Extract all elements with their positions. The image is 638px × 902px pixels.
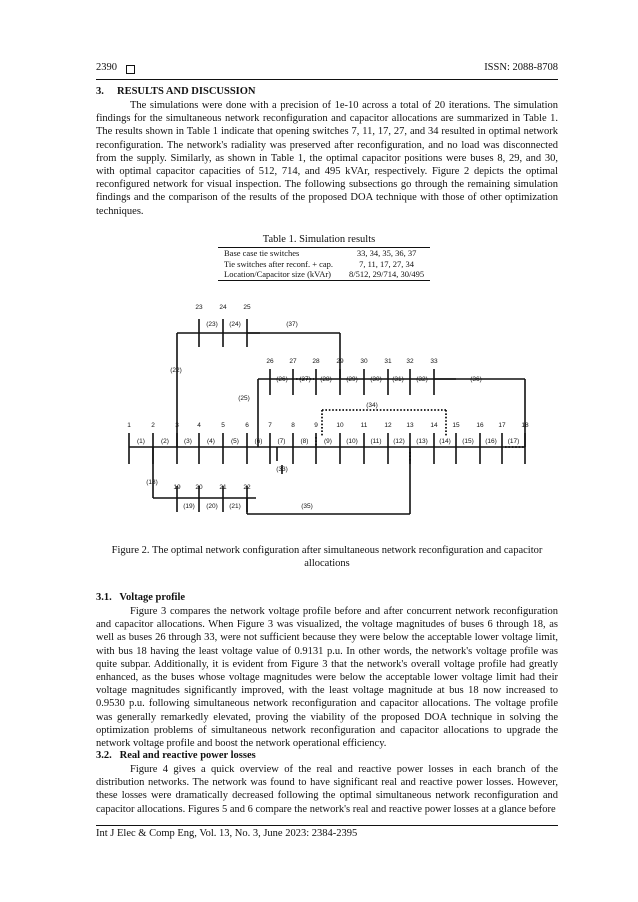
branch-label: (12) bbox=[393, 438, 405, 445]
section-3-2-paragraph: Figure 4 gives a quick overview of the real and reactive power losses in each branch of the distribution networks. The network was found to have significant real and reactive power losses. However, these losses were dramatically decreased following the optimal simultaneous network reconfiguration and capacitor allocations. Figures 5 and 6 compare the network's real and reactive power losses at a glance before bbox=[96, 764, 558, 815]
section-3-2-title: 3.2. Real and reactive power losses bbox=[96, 750, 256, 761]
bus-label: 19 bbox=[173, 484, 181, 491]
branch-label: (9) bbox=[324, 438, 332, 445]
issn: ISSN: 2088-8708 bbox=[484, 62, 558, 73]
branch-label: (2) bbox=[161, 438, 169, 445]
section-3-1-paragraph: Figure 3 compares the network voltage profile before and after concurrent network reconfiguration and capacitor allocations. When Figure 3 was visualized, the voltage magnitudes of buses 6 through 18, as well as buses 26 through 33, were not sufficient because they were below the acceptable lower voltage limit, with bus 18 having the least voltage value of 0.9131 p.u. In other words, the network's voltage profile was quite subpar. Additionally, it is evident from Figure 3 that the network's overall voltage profile had greatly enhanced, as the buses whose voltage magnitudes were below the acceptable lower voltage limit had their voltage magnitudes significantly improved, with the least voltage magnitude at bus 18 now increased to 0.9530 p.u. following simultaneous network reconfiguration and capacitor allocations. The voltage profile was generally remarkedly elevated, proving the viability of the proposed DOA technique in solving the optimization problems of simultaneous network reconfiguration and capacitor allocations to upgrade the network voltage profile and boost the network operational efficiency. bbox=[96, 606, 558, 750]
bus-label: 18 bbox=[521, 422, 529, 429]
bus-label: 31 bbox=[384, 358, 392, 365]
bus-label: 11 bbox=[360, 422, 368, 429]
branch-label: (25) bbox=[238, 395, 250, 402]
branch-label: (37) bbox=[286, 321, 298, 328]
branch-label: (27) bbox=[299, 376, 311, 383]
table-row-label: Location/Capacitor size (kVAr) bbox=[218, 269, 339, 280]
bus-label: 26 bbox=[266, 358, 274, 365]
branch-label: (16) bbox=[485, 438, 497, 445]
branch-label: (28) bbox=[320, 376, 332, 383]
branch-label: (10) bbox=[346, 438, 358, 445]
bus-label: 7 bbox=[268, 422, 272, 429]
branch-label: (20) bbox=[206, 503, 218, 510]
bus-label: 9 bbox=[314, 422, 318, 429]
table-1-caption: Table 1. Simulation results bbox=[262, 234, 376, 245]
section-3-title: 3. RESULTS AND DISCUSSION bbox=[96, 86, 256, 97]
branch-label: (1) bbox=[137, 438, 145, 445]
bus-label: 25 bbox=[243, 304, 251, 311]
branch-label: (3) bbox=[184, 438, 192, 445]
branch-label: (24) bbox=[229, 321, 241, 328]
section-3-1-title: 3.1. Voltage profile bbox=[96, 592, 186, 603]
bus-label: 21 bbox=[219, 484, 227, 491]
table-row-label: Base case tie switches bbox=[218, 248, 339, 259]
bus-label: 5 bbox=[221, 422, 225, 429]
footer-rule bbox=[96, 825, 558, 826]
bus-label: 15 bbox=[452, 422, 460, 429]
branch-label: (8) bbox=[300, 438, 309, 445]
branch-label: (4) bbox=[207, 438, 215, 445]
bus-label: 12 bbox=[384, 422, 392, 429]
table-row-value: 33, 34, 35, 36, 37 bbox=[339, 248, 430, 259]
bus-label: 1 bbox=[127, 422, 131, 429]
bus-label: 17 bbox=[498, 422, 506, 429]
branch-label: (7) bbox=[277, 438, 286, 445]
branch-label: (32) bbox=[416, 376, 428, 383]
bus-label: 2 bbox=[151, 422, 155, 429]
bus-label: 33 bbox=[430, 358, 438, 365]
branch-label: (33) bbox=[276, 466, 288, 473]
table-row-value: 7, 11, 17, 27, 34 bbox=[359, 258, 415, 269]
bus-label: 14 bbox=[430, 422, 438, 429]
branch-label: (11) bbox=[370, 438, 382, 445]
figure-2-caption: Figure 2. The optimal network configuration after simultaneous network reconfiguration and capacitor allocations bbox=[111, 545, 543, 570]
branch-label: (21) bbox=[229, 503, 241, 510]
table-row-label: Tie switches after reconf. + cap. bbox=[224, 258, 334, 269]
branch-label: (29) bbox=[346, 376, 358, 383]
bus-label: 23 bbox=[195, 304, 203, 311]
branch-label: (30) bbox=[370, 376, 382, 383]
branch-label: (34) bbox=[366, 402, 378, 409]
branch-label: (17) bbox=[507, 438, 520, 445]
branch-label: (18) bbox=[146, 479, 158, 486]
branch-label: (6) bbox=[254, 438, 263, 445]
bus-label: 8 bbox=[291, 422, 295, 429]
branch-label: (26) bbox=[276, 376, 288, 383]
bus-label: 32 bbox=[406, 358, 414, 365]
bus-label: 29 bbox=[336, 358, 344, 365]
bus-label: 24 bbox=[219, 304, 227, 311]
page-number: 2390 bbox=[96, 62, 117, 73]
bus-label: 6 bbox=[245, 422, 249, 429]
branch-label: (23) bbox=[206, 321, 218, 328]
bus-label: 20 bbox=[195, 484, 203, 491]
bus-label: 3 bbox=[175, 422, 179, 429]
footer-citation: Int J Elec & Comp Eng, Vol. 13, No. 3, June 2023: 2384-2395 bbox=[96, 828, 358, 839]
bus-label: 27 bbox=[289, 358, 297, 365]
branch-label: (31) bbox=[392, 376, 404, 383]
branch-label: (35) bbox=[301, 503, 313, 510]
branch-label: (13) bbox=[416, 438, 428, 445]
table-row-value: 8/512, 29/714, 30/495 bbox=[339, 269, 430, 280]
section-3-paragraph: The simulations were done with a precision of 1e-10 across a total of 20 iterations. The simulation findings for the simultaneous network reconfiguration and capacitor allocations are summarized in Table 1. The results shown in Table 1 indicate that opening switches 7, 11, 17, 27, and 34 resulted in optimal network reconfiguration. The network's radiality was preserved after reconfiguration, and no load was disconnected from the supply. Similarly, as shown in Table 1, the optimal capacitor positions were buses 8, 29, and 30, with optimal capacitor capacities of 512, 714, and 495 kVAr, respectively. Figure 2 depicts the optimal reconfigured network for visual inspection. The following subsections go through the remaining simulation findings and the comparison of the results of the proposed DOA technique with those of other optimization techniques. bbox=[96, 100, 558, 217]
branch-label: (36) bbox=[470, 376, 482, 383]
branch-label: (19) bbox=[183, 503, 195, 510]
branch-label: (15) bbox=[462, 438, 474, 445]
bus-label: 16 bbox=[476, 422, 484, 429]
bus-label: 4 bbox=[197, 422, 201, 429]
branch-label: (22) bbox=[170, 367, 182, 374]
branch-label: (14) bbox=[439, 438, 451, 445]
bus-label: 13 bbox=[406, 422, 414, 429]
branch-label: (5) bbox=[231, 438, 239, 445]
bus-label: 10 bbox=[336, 422, 344, 429]
bus-label: 30 bbox=[360, 358, 368, 365]
bus-label: 28 bbox=[312, 358, 320, 365]
bus-label: 22 bbox=[243, 484, 251, 491]
